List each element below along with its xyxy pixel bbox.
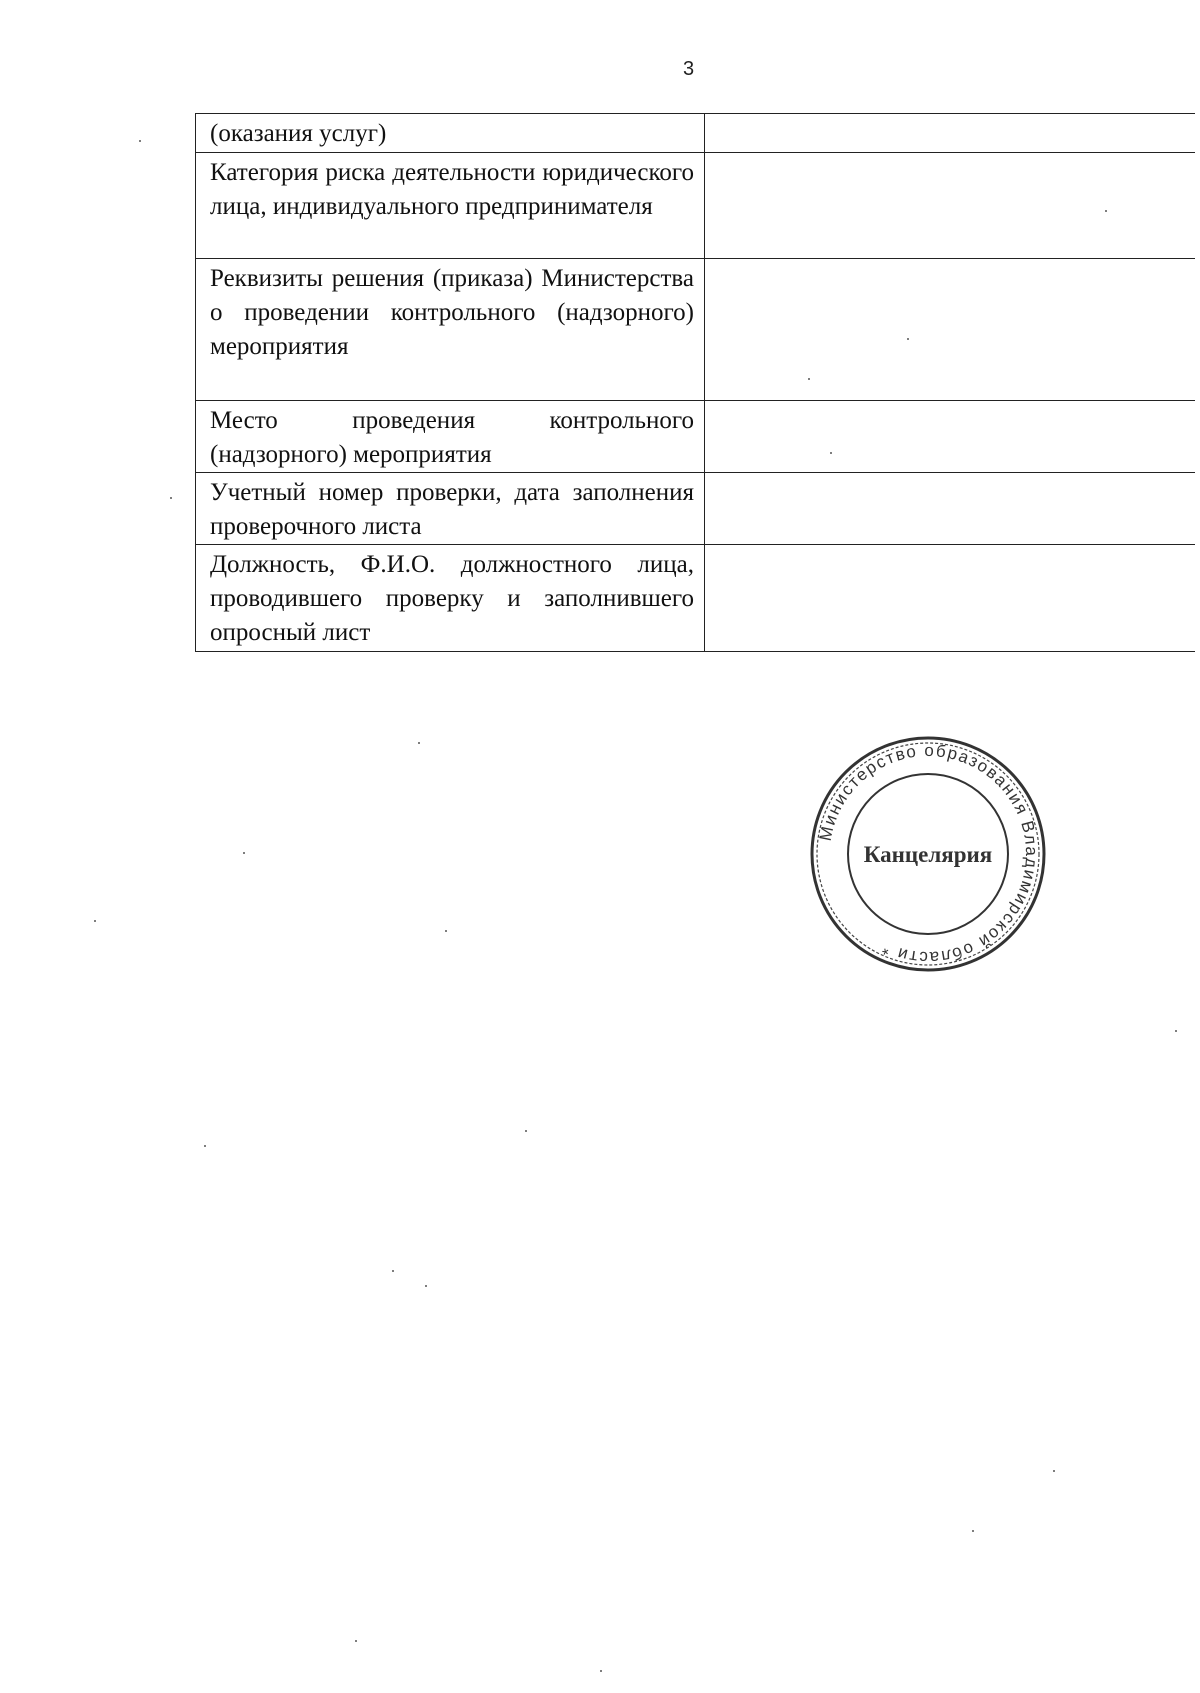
- official-stamp: [808, 734, 1048, 974]
- row-value: [705, 545, 1196, 652]
- table-row: [196, 401, 1196, 473]
- scan-speck: [972, 1530, 974, 1532]
- scan-speck: [830, 452, 832, 454]
- scan-speck: [243, 852, 245, 854]
- table-row: [196, 153, 1196, 259]
- scan-speck: [1175, 1030, 1177, 1032]
- scan-speck: [392, 1270, 394, 1272]
- scan-speck: [525, 1130, 527, 1132]
- scan-speck: [907, 338, 909, 340]
- scan-speck: [418, 742, 420, 744]
- scan-speck: [445, 930, 447, 932]
- row-value: [705, 473, 1196, 545]
- row-label: Реквизиты решения (приказа) Министерства о проведении контрольного (надзорного) мероприятия: [196, 259, 705, 401]
- checklist-header-table: [195, 113, 1195, 652]
- row-label: Место проведения контрольного (надзорного) мероприятия: [196, 401, 705, 473]
- table-row: [196, 545, 1196, 652]
- scan-speck: [600, 1670, 602, 1672]
- scan-speck: [204, 1145, 206, 1147]
- table-row: [196, 473, 1196, 545]
- stamp-ring-text: Министерство образования Владимирской области *: [815, 740, 1042, 968]
- row-label: (оказания услуг): [196, 114, 705, 153]
- scan-speck: [1053, 1470, 1055, 1472]
- scan-speck: [425, 1285, 427, 1287]
- scan-speck: [139, 140, 141, 142]
- table-row: [196, 114, 1196, 153]
- page-number: 3: [683, 58, 695, 80]
- scan-speck: [1105, 210, 1107, 212]
- scan-speck: [808, 378, 810, 380]
- row-label: Учетный номер проверки, дата заполнения проверочного листа: [196, 473, 705, 545]
- scan-speck: [355, 1640, 357, 1642]
- row-value: [705, 259, 1196, 401]
- stamp-center-text: Канцелярия: [863, 842, 993, 867]
- row-value: [705, 114, 1196, 153]
- scan-speck: [170, 497, 172, 499]
- row-value: [705, 401, 1196, 473]
- row-value: [705, 153, 1196, 259]
- row-label: Должность, Ф.И.О. должностного лица, проводившего проверку и заполнившего опросный лист: [196, 545, 705, 652]
- table-row: [196, 259, 1196, 401]
- scan-speck: [94, 920, 96, 922]
- row-label: Категория риска деятельности юридического лица, индивидуального предпринимателя: [196, 153, 705, 259]
